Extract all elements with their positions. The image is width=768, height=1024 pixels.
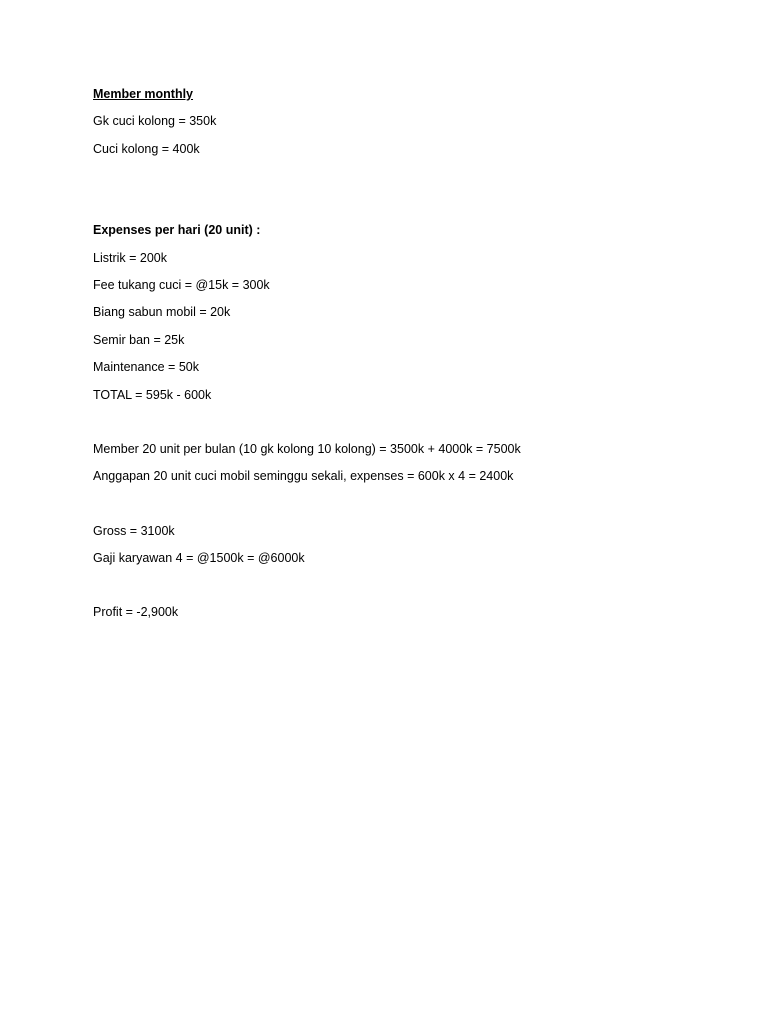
expense-line-biang-sabun: Biang sabun mobil = 20k bbox=[93, 305, 231, 320]
expense-line-maintenance: Maintenance = 50k bbox=[93, 360, 199, 375]
expenses-heading: Expenses per hari (20 unit) : bbox=[93, 223, 261, 238]
member-monthly-heading: Member monthly bbox=[93, 87, 194, 101]
expense-line-semir-ban: Semir ban = 25k bbox=[93, 332, 185, 347]
member-line-cuci-kolong: Cuci kolong = 400k bbox=[93, 141, 200, 156]
document-body bbox=[93, 86, 713, 632]
gross-line: Gross = 3100k bbox=[93, 523, 175, 538]
expense-line-total: TOTAL = 595k - 600k bbox=[93, 387, 212, 402]
profit-line: Profit = -2,900k bbox=[93, 605, 179, 620]
calculation-line-member-per-bulan: Member 20 unit per bulan (10 gk kolong 10 kolong) = 3500k + 4000k = 7500k bbox=[93, 441, 521, 456]
salary-line: Gaji karyawan 4 = @1500k = @6000k bbox=[93, 551, 305, 566]
member-line-gk-cuci-kolong: Gk cuci kolong = 350k bbox=[93, 114, 217, 129]
expense-line-listrik: Listrik = 200k bbox=[93, 250, 167, 265]
expense-line-fee-tukang-cuci: Fee tukang cuci = @15k = 300k bbox=[93, 277, 270, 292]
spacer bbox=[93, 168, 713, 222]
spacer bbox=[93, 577, 713, 604]
spacer bbox=[93, 496, 713, 523]
spacer bbox=[93, 414, 713, 441]
calculation-line-anggapan: Anggapan 20 unit cuci mobil seminggu sekali, expenses = 600k x 4 = 2400k bbox=[93, 469, 514, 484]
